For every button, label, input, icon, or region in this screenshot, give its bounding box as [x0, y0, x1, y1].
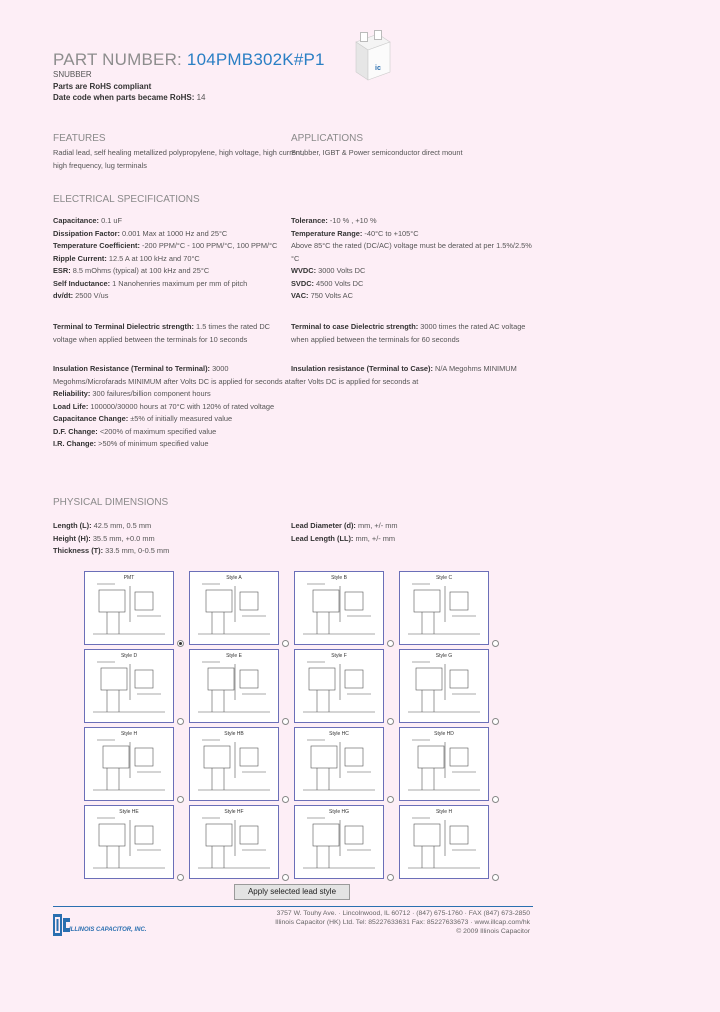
lead-style-radio[interactable]	[387, 796, 394, 803]
physical-heading: PHYSICAL DIMENSIONS	[53, 497, 169, 508]
applications-text: Snubber, IGBT & Power semiconductor direct mount	[291, 148, 463, 157]
spec-load-life: Load Life: 100000/30000 hours at 70°C with 120% of rated voltage	[53, 401, 275, 411]
spec-capacitance: Capacitance: 0.1 uF	[53, 216, 123, 225]
lead-style-label: Style HB	[224, 731, 244, 737]
lead-style-drawing[interactable]	[189, 727, 279, 801]
lead-style-schematic	[303, 584, 375, 634]
spec-terminal-to-terminal: Terminal to Terminal Dielectric strength: 1.5 times the rated DC voltage when applied between the terminals for 10 seconds	[53, 322, 270, 344]
lead-style-schematic	[93, 584, 165, 634]
lead-style-schematic	[303, 662, 375, 712]
lead-style-radio[interactable]	[177, 874, 184, 881]
lead-style-drawing[interactable]	[189, 571, 279, 645]
lead-style-label: Style A	[226, 575, 242, 581]
applications-heading: APPLICATIONS	[291, 133, 364, 144]
lead-style-radio[interactable]	[492, 796, 499, 803]
lead-style-label: Style E	[226, 653, 242, 659]
lead-style-schematic	[198, 662, 270, 712]
lead-style-drawing[interactable]	[294, 805, 384, 879]
lead-style-radio[interactable]	[282, 874, 289, 881]
lead-style-radio[interactable]	[177, 718, 184, 725]
lead-style-radio[interactable]	[387, 640, 394, 647]
lead-style-label: Style F	[331, 653, 347, 659]
lead-style-drawing[interactable]	[84, 571, 174, 645]
lead-style-label: Style HD	[434, 731, 454, 737]
lead-style-label: Style HE	[119, 809, 139, 815]
rohs-status: Parts are RoHS compliant	[53, 82, 152, 91]
dim-thickness: Thickness (T): 33.5 mm, 0-0.5 mm	[53, 546, 170, 555]
part-number-label: PART NUMBER:	[53, 50, 182, 69]
lead-style-drawing[interactable]	[84, 649, 174, 723]
spec-tolerance: Tolerance: -10 % , +10 %	[291, 216, 377, 225]
lead-style-radio[interactable]	[387, 718, 394, 725]
lead-style-drawing[interactable]	[294, 727, 384, 801]
lead-style-radio[interactable]	[177, 796, 184, 803]
lead-style-drawing[interactable]	[84, 727, 174, 801]
lead-style-label: Style HF	[224, 809, 244, 815]
lead-style-radio[interactable]	[282, 796, 289, 803]
lead-style-radio[interactable]	[492, 874, 499, 881]
lead-style-drawing[interactable]	[294, 571, 384, 645]
lead-style-label: Style B	[331, 575, 347, 581]
electrical-heading: ELECTRICAL SPECIFICATIONS	[53, 194, 200, 205]
lead-style-drawing[interactable]	[399, 727, 489, 801]
spec-dvdt: dv/dt: 2500 V/us	[53, 291, 109, 300]
spec-reliability: Reliability: 300 failures/billion component hours	[53, 389, 211, 398]
page-title	[53, 50, 325, 70]
spec-cap-change: Capacitance Change: ±5% of initially measured value	[53, 414, 233, 423]
spec-temp-coefficient: Temperature Coefficient: -200 PPM/°C - 100 PPM/°C, 100 PPM/°C	[53, 241, 278, 250]
spec-df-change: D.F. Change: <200% of maximum specified value	[53, 426, 217, 436]
lead-style-schematic	[303, 740, 375, 790]
lead-style-label: PMT	[123, 575, 135, 581]
physical-left	[53, 520, 169, 558]
electrical-left-specs	[53, 215, 277, 303]
lead-style-drawing[interactable]	[399, 805, 489, 879]
footer-divider	[53, 906, 533, 907]
lead-style-label: Style HC	[329, 731, 349, 737]
lead-style-schematic	[198, 584, 270, 634]
spec-wvdc: WVDC: 3000 Volts DC	[291, 266, 366, 275]
lead-style-radio[interactable]	[492, 640, 499, 647]
rohs-datecode: Date code when parts became RoHS: 14	[53, 93, 206, 102]
physical-right	[291, 520, 398, 545]
spec-esr: ESR: 8.5 mOhms (typical) at 100 kHz and 25°C	[53, 266, 210, 275]
spec-dissipation: Dissipation Factor: 0.001 Max at 1000 Hz and 25°C	[53, 228, 228, 238]
lead-style-schematic	[303, 818, 375, 868]
dim-length: Length (L): 42.5 mm, 0.5 mm	[53, 521, 152, 530]
lead-style-schematic	[198, 818, 270, 868]
electrical-right-specs	[291, 215, 532, 303]
spec-self-inductance: Self Inductance: 1 Nanohenries maximum per mm of pitch	[53, 278, 248, 288]
apply-lead-style-button[interactable]: Apply selected lead style	[234, 884, 350, 900]
dim-lead-length: Lead Length (LL): mm, +/- mm	[291, 533, 396, 543]
lead-style-label: Style D	[120, 653, 138, 659]
lead-style-label: Style G	[435, 653, 453, 659]
logo-text: ILLINOIS CAPACITOR, INC.	[69, 927, 147, 933]
lead-style-schematic	[408, 740, 480, 790]
lead-style-drawing[interactable]	[294, 649, 384, 723]
lead-style-label: Style C	[435, 575, 453, 581]
lead-style-radio[interactable]	[387, 874, 394, 881]
lead-style-schematic	[408, 584, 480, 634]
spec-svdc: SVDC: 4500 Volts DC	[291, 278, 364, 288]
spec-insulation-tt: Insulation Resistance (Terminal to Terminal): 3000 Megohms/Microfarads MINIMUM after Volts DC is applied for seconds at	[53, 364, 291, 386]
spec-ripple-current: Ripple Current: 12.5 A at 100 kHz and 70°C	[53, 253, 200, 263]
footer-address: 3757 W. Touhy Ave. · Lincolnwood, IL 60712 · (847) 675-1760 · FAX (847) 673-2850 Illinois Capacitor (HK) Ltd. Tel: 85227633631 Fax: 85227633673 · www.illcap.com/hk © 2009 Illinois Capacitor	[275, 910, 530, 935]
svg-text:ic: ic	[375, 65, 381, 72]
lead-style-drawing[interactable]	[189, 649, 279, 723]
spec-vac: VAC: 750 Volts AC	[291, 291, 353, 300]
features-text: Radial lead, self healing metallized polypropylene, high voltage, high current, high frequency, lug terminals	[53, 148, 305, 170]
lead-style-schematic	[408, 818, 480, 868]
lead-style-radio[interactable]	[177, 640, 184, 647]
product-image	[350, 28, 396, 87]
lead-style-label: Style HG	[328, 809, 350, 815]
lead-style-radio[interactable]	[282, 640, 289, 647]
lead-style-schematic	[93, 818, 165, 868]
part-number: 104PMB302K#P1	[186, 50, 325, 69]
lead-style-radio[interactable]	[492, 718, 499, 725]
lead-style-schematic	[93, 740, 165, 790]
product-type: SNUBBER	[53, 70, 92, 79]
company-logo	[53, 912, 147, 943]
lead-style-drawing[interactable]	[399, 649, 489, 723]
spec-terminal-to-case: Terminal to case Dielectric strength: 3000 times the rated AC voltage when applied between the terminals for 60 seconds	[291, 322, 526, 344]
lead-style-drawing[interactable]	[84, 805, 174, 879]
lead-style-schematic	[198, 740, 270, 790]
lead-style-label: Style H	[435, 809, 453, 815]
dim-lead-diameter: Lead Diameter (d): mm, +/- mm	[291, 521, 398, 530]
lead-style-drawing[interactable]	[189, 805, 279, 879]
spec-derating-unit: °C	[291, 253, 300, 263]
dim-height: Height (H): 35.5 mm, +0.0 mm	[53, 533, 155, 543]
lead-style-radio[interactable]	[282, 718, 289, 725]
features-heading: FEATURES	[53, 133, 106, 144]
spec-temp-range: Temperature Range: -40°C to +105°C	[291, 228, 419, 238]
spec-ir-change: I.R. Change: >50% of minimum specified value	[53, 439, 209, 448]
lead-style-schematic	[93, 662, 165, 712]
spec-reliability-block	[53, 388, 274, 451]
lead-style-schematic	[408, 662, 480, 712]
spec-derating: Above 85°C the rated (DC/AC) voltage must be derated at per 1.5%/2.5%	[291, 241, 532, 250]
lead-style-label: Style H	[120, 731, 138, 737]
lead-style-drawing[interactable]	[399, 571, 489, 645]
spec-insulation-tc: Insulation resistance (Terminal to Case): N/A Megohms MINIMUM after Volts DC is applied for seconds at	[291, 364, 517, 386]
